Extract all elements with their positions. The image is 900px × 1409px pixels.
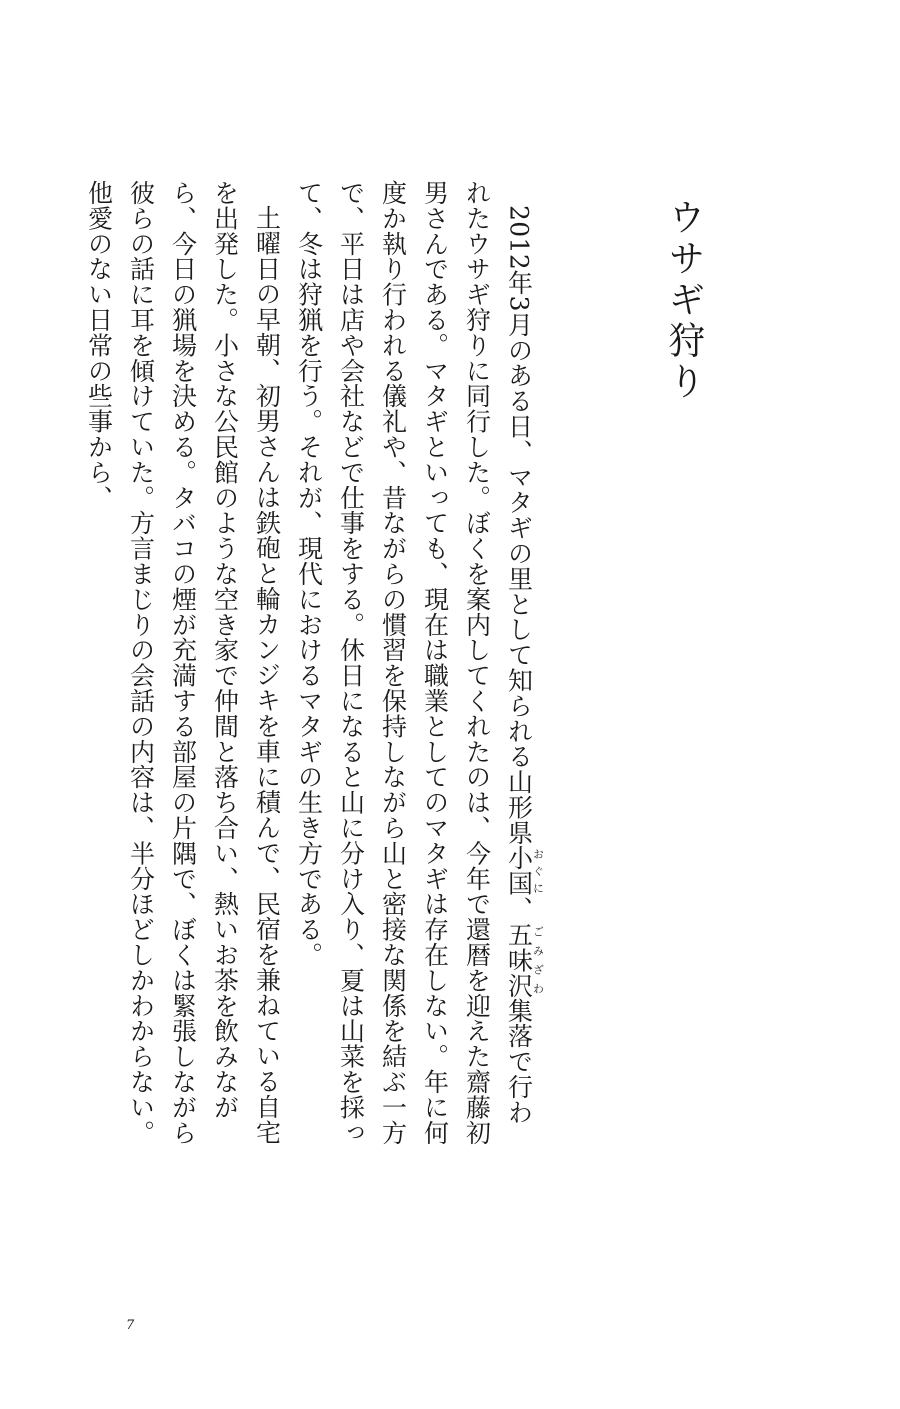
- paragraph-text: 2012年3月のある日、マタギの里として知られる山形県: [504, 205, 534, 846]
- ruby-reading: おぐに: [531, 845, 545, 897]
- paragraph-text: 集落で行われたウサギ狩りに同行した。ぼくを案内してくれたのは、今年で還暦を迎えた齋藤初男さんである。マタギといっても、現在は職業としてのマタギは存在しない。年に何度か執り行われる儀礼や、昔ながらの慣習を保持しながら山と密接な関係を結ぶ一方で、平日は店や会社などで仕事をする。休日になると山に分け入り、夏は山菜を採って、冬は狩猟を行う。それが、現代におけるマタギの生き方である。: [294, 180, 534, 1146]
- chapter-title: ウサギ狩り: [662, 198, 705, 403]
- ruby-base: 五味沢: [504, 921, 534, 998]
- ruby-reading: ごみざわ: [531, 921, 545, 998]
- paragraph: 土曜日の早朝、初男さんは鉄砲と輪カンジキを車に積んで、民宿を兼ねている自宅を出発した。小さな公民館のような空き家で仲間と落ち合い、熱いお茶を飲みながら、今日の猟場を決める。タバコの煙が充満する部屋の片隅で、ぼくは緊張しながら彼らの話に耳を傾けていた。方言まじりの会話の内容は、半分ほどしかわからない。他愛のない日常の些事から、: [84, 180, 282, 1146]
- paragraph-text: 、: [504, 896, 534, 922]
- page-number: 7: [126, 1318, 135, 1333]
- ruby-oguni: [504, 845, 545, 897]
- body-text: [84, 180, 545, 1146]
- paragraph: [288, 180, 545, 1146]
- ruby-gomizawa: [504, 921, 545, 998]
- ruby-base: 小国: [504, 845, 534, 897]
